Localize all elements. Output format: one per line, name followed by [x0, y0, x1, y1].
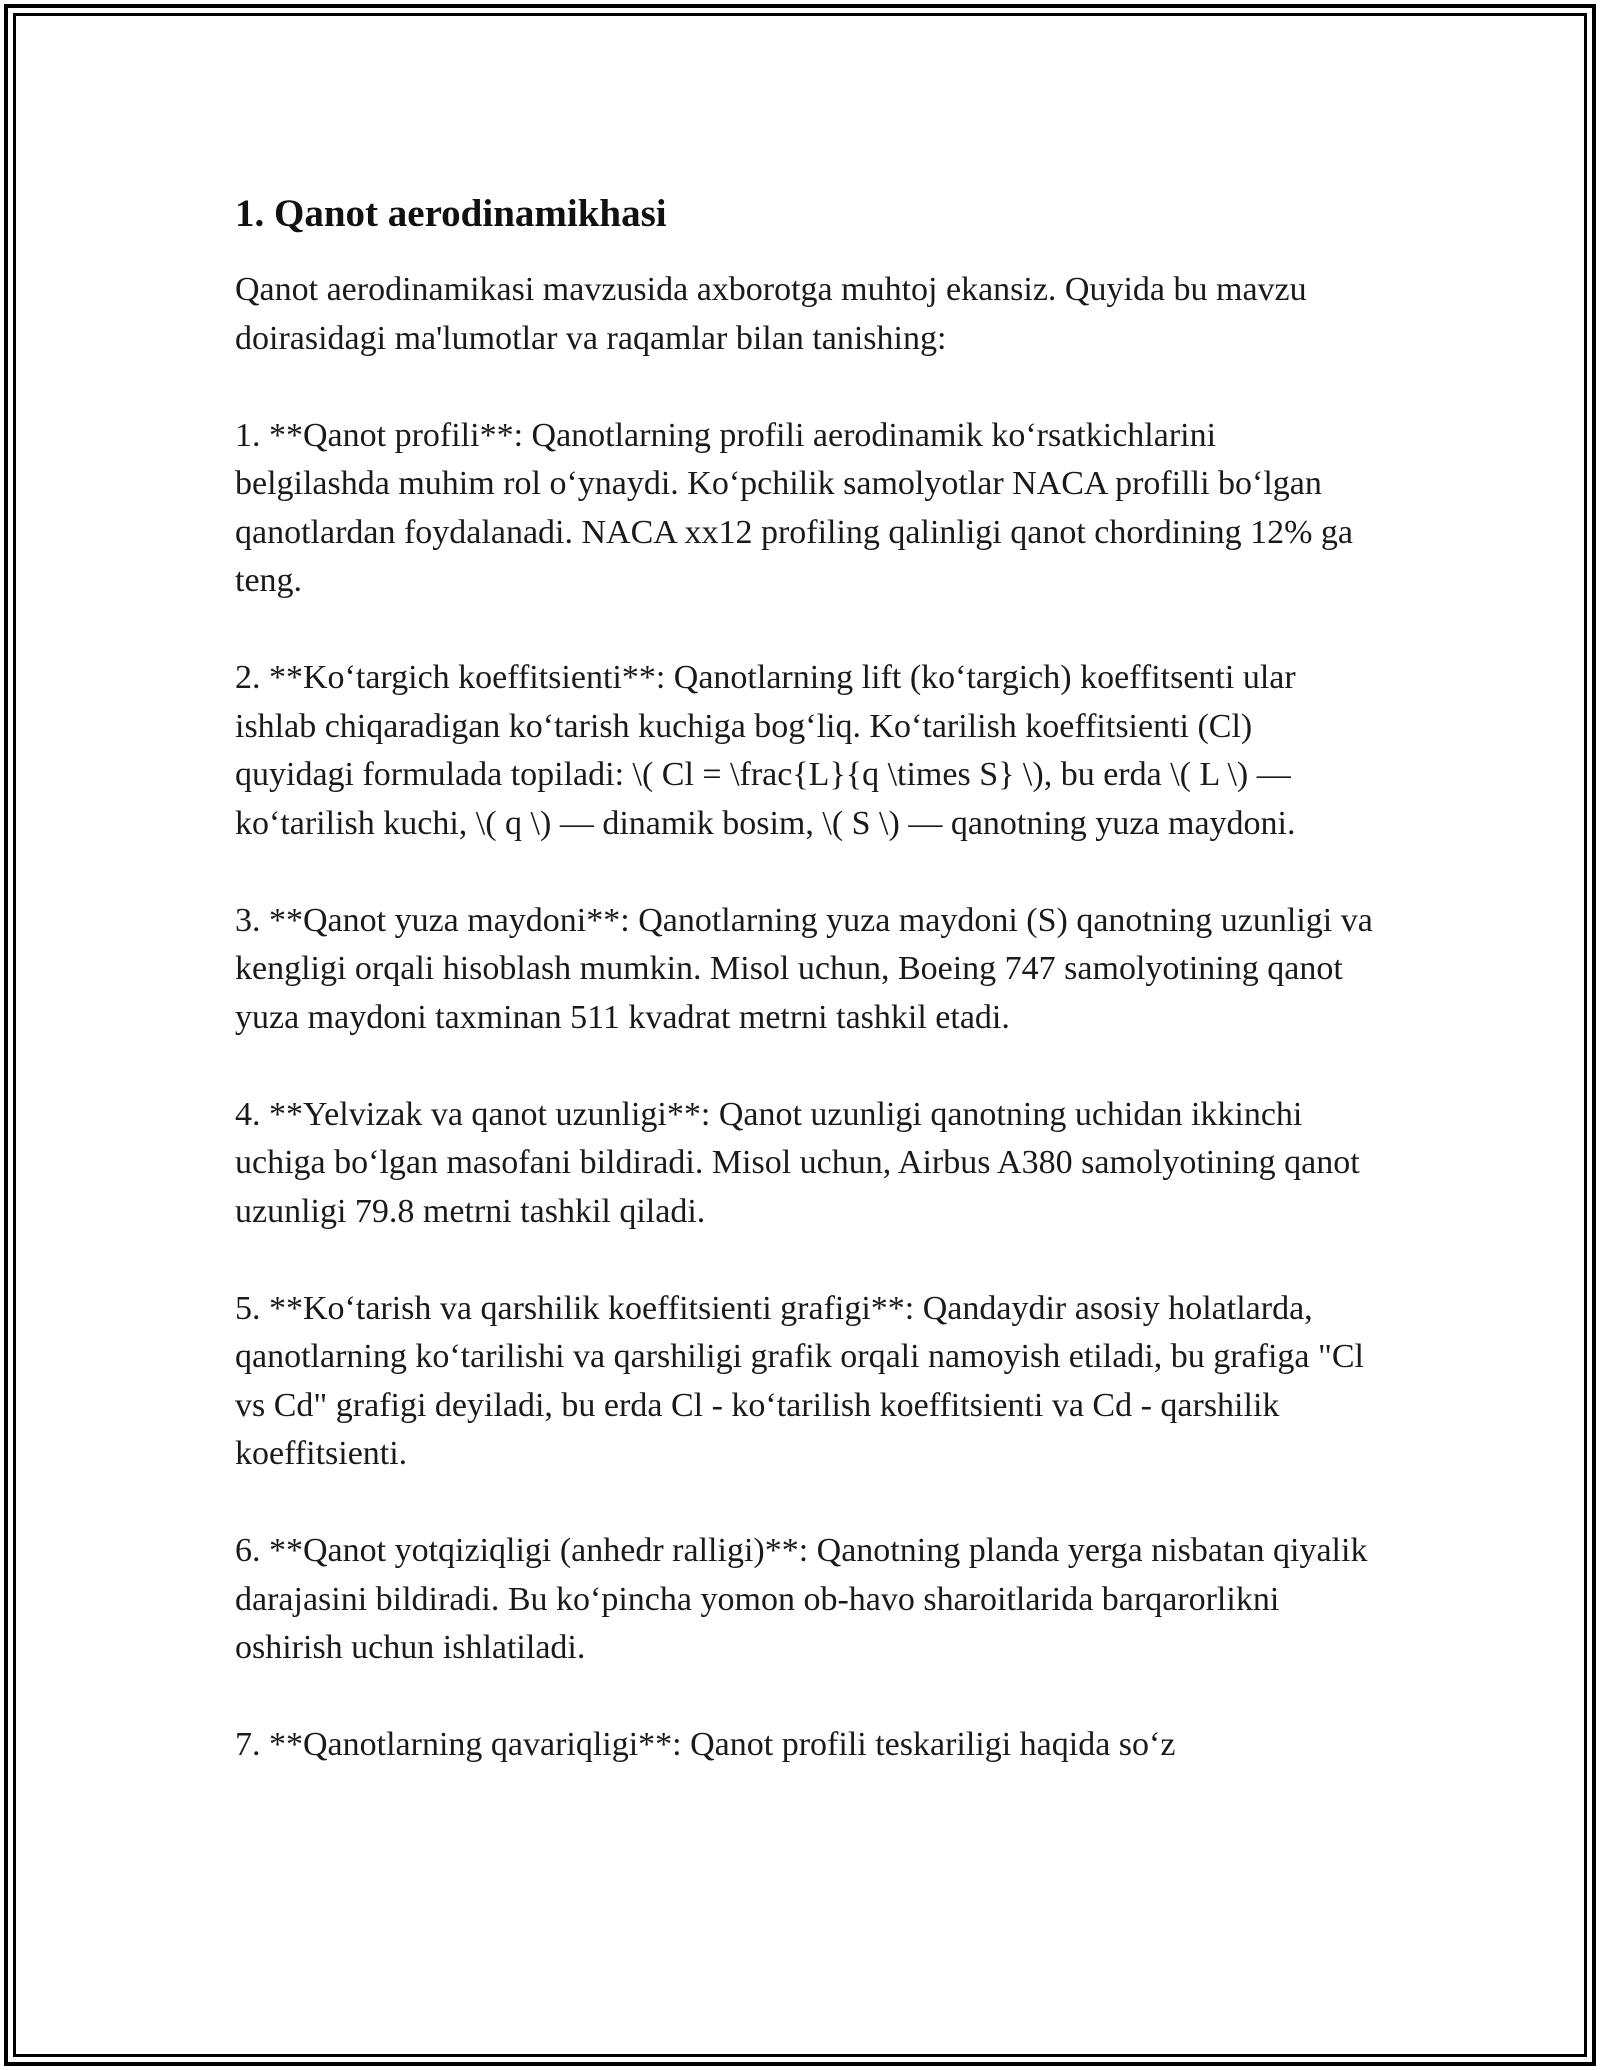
document-body	[235, 188, 1375, 1770]
list-item-7: 7. **Qanotlarning qavariqligi**: Qanot profili teskariligi haqida so‘z	[235, 1726, 1176, 1763]
list-item-2: 2. **Ko‘targich koeffitsienti**: Qanotlarning lift (ko‘targich) koeffitsenti ular ishlab chiqaradigan ko‘tarish kuchiga bog‘liq. Ko‘tarilish koeffitsienti (Cl) quyidagi formulada topiladi: \( Cl = \frac{L}{q \times S} \), bu erda \( L \) — ko‘tarilish kuchi, \( q \) — dinamik bosim, \( S \) — qanotning yuza maydoni.	[235, 659, 1296, 842]
list-item-6: 6. **Qanot yotqiziqligi (anhedr ralligi)**: Qanotning planda yerga nisbatan qiyalik darajasini bildiradi. Bu ko‘pincha yomon ob-havo sharoitlarida barqarorlikni oshirish uchun ishlatiladi.	[235, 1532, 1368, 1666]
list-item-1: 1. **Qanot profili**: Qanotlarning profili aerodinamik ko‘rsatkichlarini belgilashda muhim rol o‘ynaydi. Ko‘pchilik samolyotlar NACA profilli bo‘lgan qanotlardan foydalanadi. NACA xx12 profiling qalinligi qanot chordining 12% ga teng.	[235, 416, 1353, 599]
list-item-5: 5. **Ko‘tarish va qarshilik koeffitsienti grafigi**: Qandaydir asosiy holatlarda, qanotlarning ko‘tarilishi va qarshiligi grafik orqali namoyish etiladi, bu grafiga "Cl vs Cd" grafigi deyiladi, bu erda Cl - ko‘tarilish koeffitsienti va Cd - qarshilik koeffitsienti.	[235, 1289, 1365, 1472]
list-item-3: 3. **Qanot yuza maydoni**: Qanotlarning yuza maydoni (S) qanotning uzunligi va kengligi orqali hisoblash mumkin. Misol uchun, Boeing 747 samolyotining qanot yuza maydoni taxminan 511 kvadrat metrni tashkil etadi.	[235, 901, 1373, 1036]
intro-paragraph: Qanot aerodinamikasi mavzusida axborotga muhtoj ekansiz. Quyida bu mavzu doirasidagi ma'lumotlar va raqamlar bilan tanishing:	[235, 271, 1307, 357]
list-item-4: 4. **Yelvizak va qanot uzunligi**: Qanot uzunligi qanotning uchidan ikkinchi uchiga bo‘lgan masofani bildiradi. Misol uchun, Airbus A380 samolyotining qanot uzunligi 79.8 metrni tashkil qiladi.	[235, 1095, 1360, 1230]
document-heading: 1. Qanot aerodinamikhasi	[235, 192, 667, 235]
